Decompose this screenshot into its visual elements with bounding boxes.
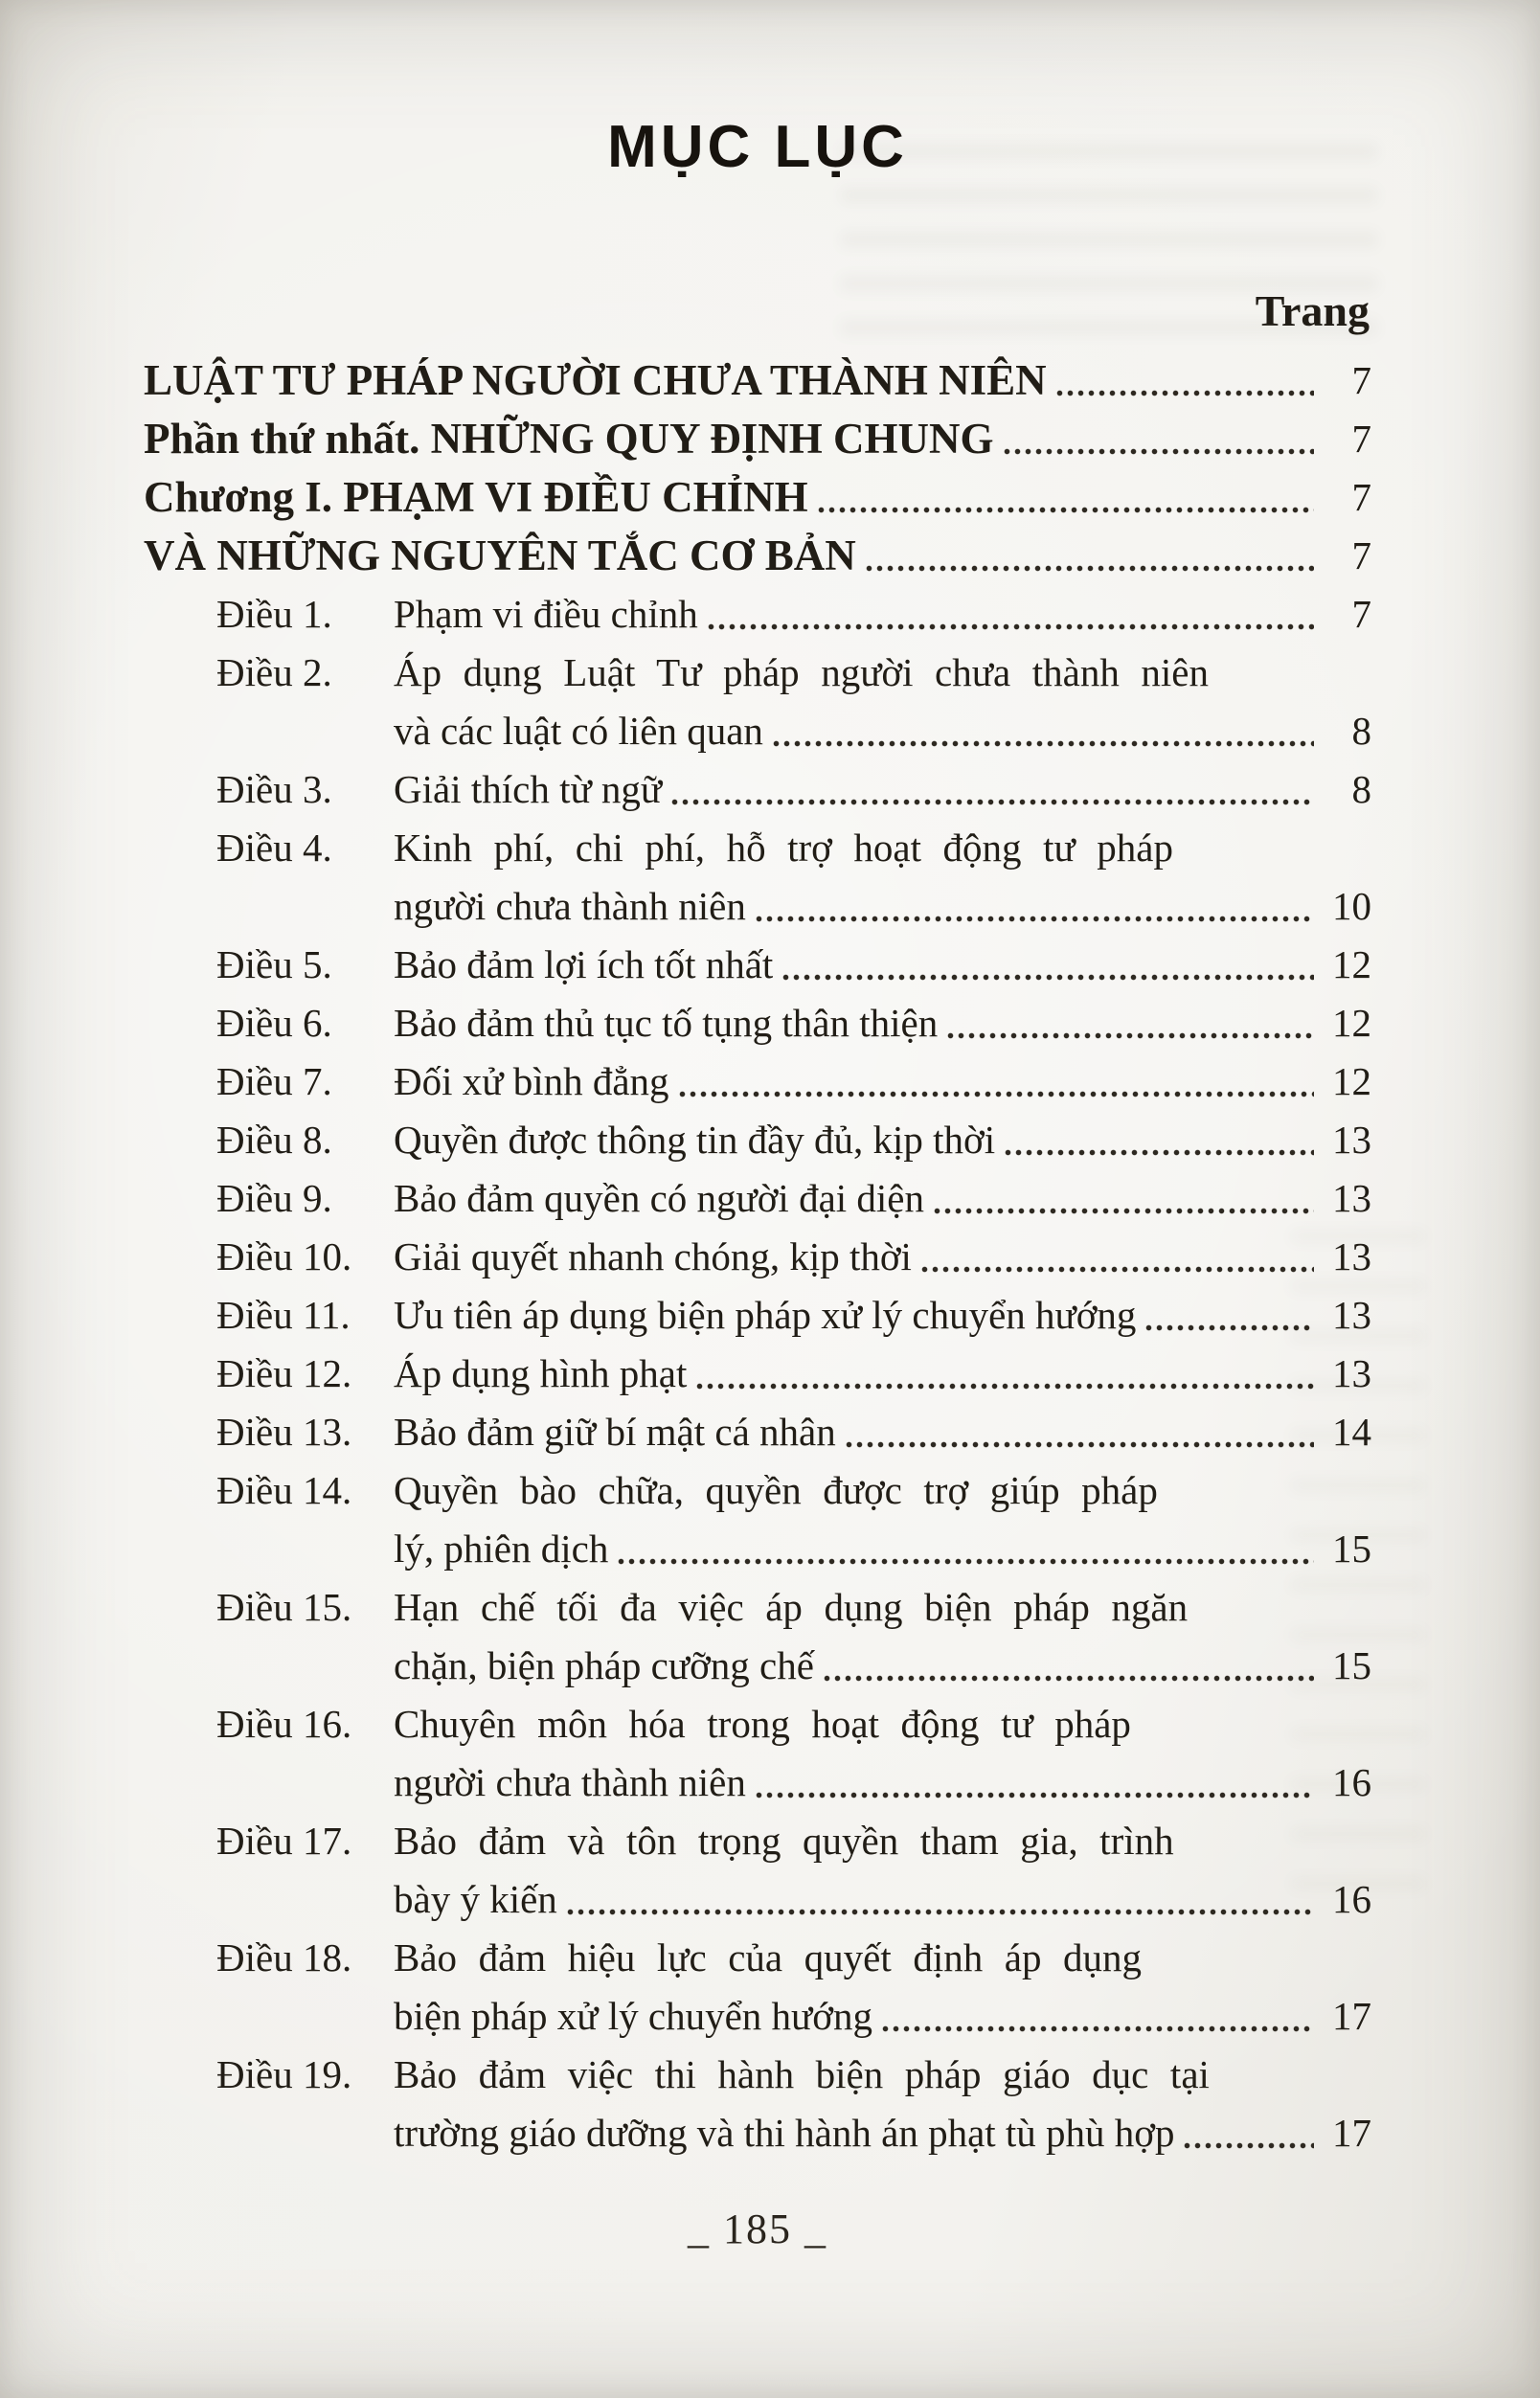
- dot-leader: [824, 1675, 1314, 1682]
- entry-label: Điều 2.: [216, 650, 332, 694]
- toc-last-line: [394, 585, 1371, 644]
- toc-text: Chương I. PHẠM VI ĐIỀU CHỈNH: [144, 473, 808, 521]
- toc-text-line: Chuyên môn hóa trong hoạt động tư pháp: [394, 1702, 1131, 1746]
- toc-row: [144, 936, 1371, 994]
- toc-row: [144, 468, 1371, 527]
- row-body: [394, 1052, 1371, 1111]
- entry-label: Điều 16.: [216, 1702, 352, 1746]
- dot-leader: [671, 799, 1314, 805]
- row-body: [394, 1286, 1371, 1345]
- toc-row: [144, 1111, 1371, 1169]
- toc-text: VÀ NHỮNG NGUYÊN TẮC CƠ BẢN: [144, 532, 856, 579]
- entry-label: Điều 9.: [216, 1176, 332, 1220]
- toc-page-number: 8: [1351, 767, 1371, 811]
- row-body: [394, 819, 1371, 936]
- row-body: [394, 2046, 1371, 2162]
- toc-text: người chưa thành niên: [394, 1760, 746, 1804]
- toc-text: và các luật có liên quan: [394, 709, 763, 753]
- toc-last-line: [394, 1286, 1371, 1345]
- page-title: MỤC LỤC: [607, 114, 908, 180]
- toc-text: Giải thích từ ngữ: [394, 767, 663, 811]
- toc-last-line: [394, 1345, 1371, 1403]
- toc-page-number: 13: [1332, 1234, 1371, 1278]
- toc-text-line: Hạn chế tối đa việc áp dụng biện pháp ngăn: [394, 1585, 1189, 1629]
- row-body: [394, 760, 1371, 819]
- toc-last-line: [394, 2104, 1371, 2162]
- toc-page-number: 14: [1332, 1410, 1371, 1454]
- toc-last-line: [394, 1637, 1371, 1695]
- toc-page-number: 16: [1332, 1760, 1371, 1804]
- dot-leader: [934, 1208, 1314, 1214]
- entry-label: Điều 14.: [216, 1468, 352, 1512]
- toc-text: Bảo đảm giữ bí mật cá nhân: [394, 1410, 836, 1454]
- toc-row: [144, 1345, 1371, 1403]
- row-body: [394, 1695, 1371, 1812]
- toc-text: người chưa thành niên: [394, 884, 746, 928]
- page-number-footer: _ 185 _: [688, 2206, 827, 2252]
- toc-page-number: 13: [1332, 1118, 1371, 1162]
- dot-leader: [708, 623, 1314, 630]
- toc-text: Phạm vi điều chỉnh: [394, 592, 698, 636]
- dot-leader: [567, 1909, 1314, 1915]
- dot-leader: [756, 916, 1314, 922]
- toc-last-line: [394, 702, 1371, 760]
- dot-leader: [1184, 2142, 1314, 2149]
- toc-last-line: [394, 1052, 1371, 1111]
- dot-leader: [618, 1558, 1314, 1565]
- toc-last-line: [394, 1403, 1371, 1461]
- toc-text: chặn, biện pháp cưỡng chế: [394, 1643, 814, 1687]
- row-body: [394, 936, 1371, 994]
- toc-row: [144, 994, 1371, 1052]
- toc-page-number: 13: [1332, 1293, 1371, 1337]
- dot-leader: [921, 1266, 1314, 1273]
- row-body: [144, 468, 1371, 527]
- toc-text-line: Bảo đảm hiệu lực của quyết định áp dụng: [394, 1935, 1143, 1979]
- toc-row: [144, 1812, 1371, 1929]
- entry-label: Điều 3.: [216, 767, 332, 811]
- row-body: [394, 1403, 1371, 1461]
- toc-last-line: [394, 994, 1371, 1052]
- toc-text: Quyền được thông tin đầy đủ, kịp thời: [394, 1118, 996, 1162]
- toc-text-line: Quyền bào chữa, quyền được trợ giúp pháp: [394, 1468, 1158, 1512]
- entry-label: Điều 6.: [216, 1001, 332, 1045]
- toc-page-number: 7: [1351, 417, 1371, 461]
- toc-text: Bảo đảm thủ tục tố tụng thân thiện: [394, 1001, 939, 1045]
- dot-leader: [1056, 390, 1314, 396]
- toc-last-line: [144, 351, 1371, 410]
- entry-label: Điều 15.: [216, 1585, 352, 1629]
- toc-page-number: 8: [1351, 709, 1371, 753]
- entry-label: Điều 8.: [216, 1118, 332, 1162]
- toc-page-number: 12: [1332, 942, 1371, 986]
- entry-label: Điều 17.: [216, 1819, 352, 1863]
- toc-page-number: 12: [1332, 1001, 1371, 1045]
- toc-row: [144, 410, 1371, 468]
- entry-label: Điều 18.: [216, 1935, 352, 1979]
- toc-rows: [144, 351, 1371, 2162]
- toc-text: Đối xử bình đẳng: [394, 1059, 669, 1103]
- row-body: [144, 410, 1371, 468]
- row-body: [394, 644, 1371, 760]
- toc-page-number: 15: [1332, 1643, 1371, 1687]
- toc-text: LUẬT TƯ PHÁP NGƯỜI CHƯA THÀNH NIÊN: [144, 356, 1047, 404]
- dot-leader: [1005, 1149, 1314, 1156]
- toc-row: [144, 1228, 1371, 1286]
- toc-row: [144, 1578, 1371, 1695]
- toc-page-number: 7: [1351, 358, 1371, 402]
- toc-row: [144, 527, 1371, 585]
- toc-page-number: 12: [1332, 1059, 1371, 1103]
- toc-last-line: [394, 1520, 1371, 1578]
- entry-label: Điều 7.: [216, 1059, 332, 1103]
- toc-page-number: 7: [1351, 533, 1371, 577]
- dot-leader: [679, 1091, 1314, 1097]
- toc-last-line: [394, 936, 1371, 994]
- toc-page-number: 17: [1332, 1994, 1371, 2038]
- entry-label: Điều 10.: [216, 1234, 352, 1278]
- row-body: [394, 994, 1371, 1052]
- entry-label: Điều 12.: [216, 1351, 352, 1395]
- entry-label: Điều 11.: [216, 1293, 351, 1337]
- toc-page-number: 15: [1332, 1527, 1371, 1571]
- toc-last-line: [394, 1228, 1371, 1286]
- toc-last-line: [394, 1753, 1371, 1812]
- row-body: [394, 1345, 1371, 1403]
- toc-text: bày ý kiến: [394, 1877, 557, 1921]
- toc-text: Bảo đảm lợi ích tốt nhất: [394, 942, 774, 986]
- toc-text-line: Áp dụng Luật Tư pháp người chưa thành niên: [394, 650, 1209, 694]
- row-body: [394, 1578, 1371, 1695]
- toc-row: [144, 1052, 1371, 1111]
- toc-row: [144, 585, 1371, 644]
- toc-last-line: [394, 1111, 1371, 1169]
- toc-text: Ưu tiên áp dụng biện pháp xử lý chuyển hướng: [394, 1293, 1137, 1337]
- toc-last-line: [394, 877, 1371, 936]
- toc-row: [144, 351, 1371, 410]
- toc-last-line: [394, 1987, 1371, 2046]
- dot-leader: [1145, 1324, 1314, 1331]
- toc-row: [144, 2046, 1371, 2162]
- toc-text: Áp dụng hình phạt: [394, 1351, 688, 1395]
- toc-row: [144, 819, 1371, 936]
- toc-last-line: [394, 1870, 1371, 1929]
- toc-row: [144, 1929, 1371, 2046]
- row-body: [394, 1111, 1371, 1169]
- toc-last-line: [144, 527, 1371, 585]
- toc-row: [144, 644, 1371, 760]
- toc-text: trường giáo dưỡng và thi hành án phạt tù phù hợp: [394, 2111, 1175, 2155]
- row-body: [394, 1228, 1371, 1286]
- row-body: [394, 1461, 1371, 1578]
- entry-label: Điều 19.: [216, 2052, 352, 2096]
- toc-last-line: [144, 410, 1371, 468]
- dot-leader: [846, 1441, 1314, 1448]
- dot-leader: [773, 740, 1314, 747]
- toc-page-number: 16: [1332, 1877, 1371, 1921]
- toc-page-number: 17: [1332, 2111, 1371, 2155]
- dot-leader: [756, 1792, 1314, 1798]
- row-body: [144, 527, 1371, 585]
- toc-row: [144, 1286, 1371, 1345]
- toc-text: Giải quyết nhanh chóng, kịp thời: [394, 1234, 912, 1278]
- toc-row: [144, 760, 1371, 819]
- row-body: [394, 1169, 1371, 1228]
- entry-label: Điều 1.: [216, 592, 332, 636]
- row-body: [394, 1929, 1371, 2046]
- entry-label: Điều 4.: [216, 826, 332, 870]
- toc-last-line: [144, 468, 1371, 527]
- toc-text: Bảo đảm quyền có người đại diện: [394, 1176, 925, 1220]
- dot-leader: [866, 565, 1314, 572]
- dot-leader: [882, 2025, 1314, 2032]
- entry-label: Điều 5.: [216, 942, 332, 986]
- toc-text: lý, phiên dịch: [394, 1527, 609, 1571]
- toc-content: [144, 113, 1371, 2253]
- toc-row: [144, 1461, 1371, 1578]
- dot-leader: [696, 1383, 1314, 1390]
- toc-text-line: Kinh phí, chi phí, hỗ trợ hoạt động tư pháp: [394, 826, 1173, 870]
- toc-page-number: 13: [1332, 1176, 1371, 1220]
- toc-row: [144, 1169, 1371, 1228]
- toc-row: [144, 1695, 1371, 1812]
- toc-text: biện pháp xử lý chuyển hướng: [394, 1994, 872, 2038]
- entry-label: Điều 13.: [216, 1410, 352, 1454]
- toc-page-number: 10: [1332, 884, 1371, 928]
- page-column-header: Trang: [1255, 286, 1370, 335]
- toc-page-number: 13: [1332, 1351, 1371, 1395]
- toc-page-number: 7: [1351, 592, 1371, 636]
- toc-text-line: Bảo đảm việc thi hành biện pháp giáo dục tại: [394, 2052, 1210, 2096]
- dot-leader: [947, 1032, 1314, 1039]
- dot-leader: [782, 974, 1314, 981]
- row-body: [144, 351, 1371, 410]
- row-body: [394, 585, 1371, 644]
- toc-last-line: [394, 1169, 1371, 1228]
- toc-text: Phần thứ nhất. NHỮNG QUY ĐỊNH CHUNG: [144, 415, 994, 463]
- toc-row: [144, 1403, 1371, 1461]
- dot-leader: [1004, 448, 1315, 455]
- toc-last-line: [394, 760, 1371, 819]
- toc-text-line: Bảo đảm và tôn trọng quyền tham gia, trình: [394, 1819, 1174, 1863]
- row-body: [394, 1812, 1371, 1929]
- dot-leader: [818, 507, 1314, 513]
- toc-page-number: 7: [1351, 475, 1371, 519]
